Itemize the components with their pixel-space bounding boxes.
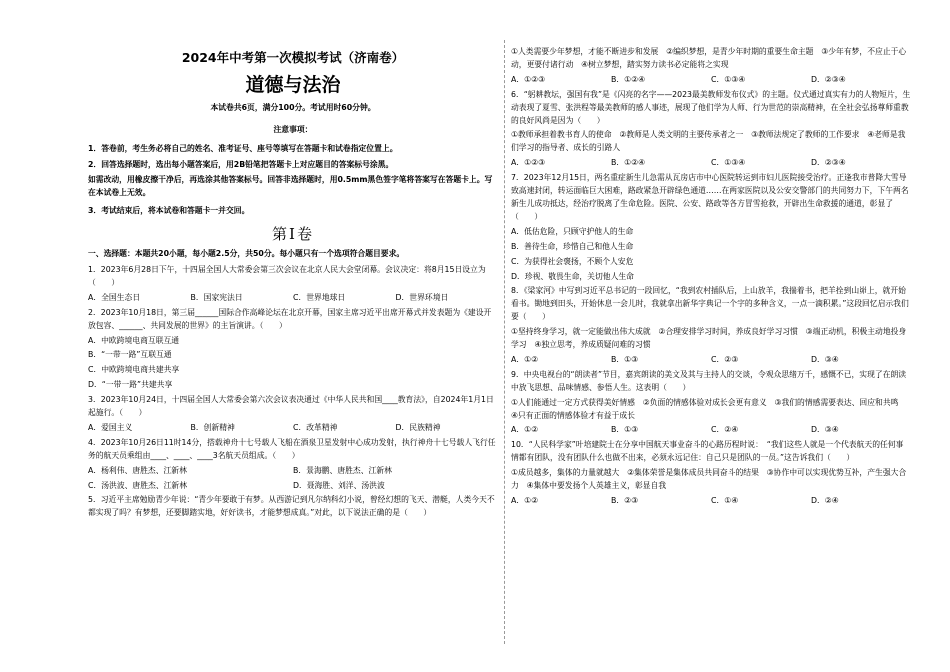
option-d: D．②③④	[811, 158, 846, 168]
left-column	[88, 44, 498, 522]
option-d: D．③④	[811, 354, 839, 364]
option-b: B．善待生命，珍惜自己和他人生命	[511, 241, 634, 251]
option-b: B．“一带一路”互联互通	[88, 350, 172, 360]
column-divider	[504, 40, 505, 644]
option-a: A．全国生态日	[88, 292, 141, 302]
question-9: 9．中央电视台的“朗读者”节目，嘉宾朗读的美文及其与主持人的交谈，令观众思绪万千，感慨不已，实现了在朗读中放飞思想、品味情感、参悟人生。这表明（ ）	[511, 369, 907, 392]
option-d: D．世界环境日	[395, 292, 449, 302]
question-6: 6．“躬耕教坛，强国有我”是《闪亮的名字——2023最美教师发布仪式》的主题。仪式通过真实有力的人物短片，生动表现了夏雪、张洪程等最美教师的感人事迹，展现了他们学为人师、行为世范的崇高精神，在全社会弘扬尊师重教的良好风尚是因为（ ）	[511, 89, 911, 125]
option-c: C．②③	[711, 354, 739, 364]
option-d: D．聂海胜、刘洋、汤洪波	[293, 480, 385, 490]
question-3-options	[88, 422, 498, 435]
question-6-statements: ①教师承担着教书育人的使命 ②教师是人类文明的主要传承者之一 ③教师法规定了教师的工作要求 ④老师是我们学习的指导者、成长的引路人	[511, 130, 906, 153]
question-8: 8．《梁家河》中写到习近平总书记的一段回忆，“我到农村插队后，上山放羊，我揣着书，把羊拴到山峁上，就开始看书。锄地到田头，开始休息一会儿时，我就拿出新华字典记一个字的多种含义，一点一滴积累。”这段回忆启示我们要（ ）	[511, 286, 909, 322]
option-b: B．②③	[611, 496, 639, 505]
option-c: C．①④	[711, 496, 739, 505]
question-3: 3．2023年10月24日，十四届全国人大常委会第六次会议表决通过《中华人民共和国____教育法》，自2024年1月1日起施行。（ ）	[88, 395, 494, 418]
option-d: D．珍视、敬畏生命，关切他人生命	[511, 271, 634, 281]
question-5-options	[511, 74, 911, 87]
question-4-options-cd	[88, 480, 498, 493]
question-8-options	[511, 354, 911, 367]
option-b: B．国家宪法日	[190, 292, 243, 302]
question-10-options	[511, 495, 911, 508]
question-2: 2．2023年10月18日，第三届______国际合作高峰论坛在北京开幕，国家主席习近平出席开幕式并发表题为《建设开放包容、______、共同发展的世界》的主旨演讲。（ ）	[88, 307, 492, 330]
question-9-options	[511, 424, 911, 437]
question-9-statements: ①人们能通过一定方式获得美好情感 ②负面的情感体验对成长会更有意义 ③我们的情感需要表达、回应和共鸣 ④只有正面的情感体验才有益于成长	[511, 397, 907, 420]
section-title: 第Ⅰ卷	[272, 225, 314, 244]
question-10: 10．“人民科学家”叶培建院士在分享中国航天事业奋斗的心路历程时说： “我们这些人就是一个代表航天的任何事情都有团队，没有团队什么也做不出来，必须永远记住：自己只是团队的一员。”这告诉我们（ ）	[511, 440, 904, 463]
question-1: 1．2023年6月28日下午，十四届全国人大常委会第三次会议在北京人民大会堂闭幕。会议决定：将8月15日设立为（ ）	[88, 264, 486, 287]
exam-info: 本试卷共6页，满分100分。考试用时60分钟。	[210, 102, 376, 112]
question-5-statements: ①人类需要少年梦想，才能不断进步和发展 ②编织梦想，是青少年时期的重要生命主题 ③少年有梦，不应止于心动，更要付诸行动 ④树立梦想，踏实努力读书必定能将之实现	[511, 47, 907, 69]
notice-title: 注意事项：	[273, 124, 313, 134]
option-c: C．①③④	[711, 74, 746, 84]
option-b: B．①②④	[611, 158, 646, 168]
option-d: D．③④	[811, 425, 839, 435]
option-c: C．世界地球日	[293, 292, 346, 302]
option-c: C．中欧跨境电商共建共享	[88, 365, 180, 375]
option-a: A．低估危险，只顾守护他人的生命	[511, 226, 634, 236]
question-1-options	[88, 292, 498, 305]
option-d: D．②③④	[811, 74, 846, 84]
option-a: A．杨利伟、唐胜杰、江新林	[88, 465, 187, 475]
option-a: A．①②③	[511, 74, 546, 84]
exam-title: 2024年中考第一次模拟考试（济南卷）	[181, 50, 405, 65]
question-4-options-ab	[88, 465, 498, 478]
option-b: B．①③	[611, 425, 639, 435]
question-10-statements: ①成员越多，集体的力量就越大 ②集体荣誉是集体成员共同奋斗的结果 ③协作中可以实现优势互补，产生强大合力 ④集体中要发扬个人英雄主义，彰显自我	[511, 468, 907, 491]
option-b: B．①③	[611, 354, 639, 364]
question-8-statements: ①坚持终身学习，就一定能做出伟大成就 ②合理安排学习时间，养成良好学习习惯 ③端正动机，积极主动地投身学习 ④独立思考，养成质疑问难的习惯	[511, 327, 907, 350]
option-a: A．爱国主义	[88, 422, 133, 432]
option-d: D．民族精神	[395, 422, 441, 432]
option-c: C．为获得社会褒扬，不顾个人安危	[511, 256, 634, 266]
option-a: A．中欧跨境电商互联互通	[88, 335, 180, 345]
option-c: C．①③④	[711, 158, 746, 168]
notice-item: 3．考试结束后，将本试卷和答题卡一并交回。	[88, 206, 250, 216]
notice-block	[88, 124, 498, 218]
option-c: C．汤洪波、唐胜杰、江新林	[88, 480, 188, 490]
option-d: D．②④	[811, 496, 839, 505]
subject-title: 道德与法治	[245, 73, 341, 96]
option-a: A．①②	[511, 425, 539, 435]
question-5: 5．习近平主席勉励青少年说：“青少年要敢于有梦。从西游记到凡尔纳科幻小说，曾经幻想的飞天、潜艇，人类今天不都实现了吗？有梦想，还要脚踏实地，好好读书，才能梦想成真。”对此，以下说法正确的是（ ）	[88, 495, 495, 518]
option-b: B．景海鹏、唐胜杰、江新林	[293, 465, 392, 475]
option-a: A．①②	[511, 496, 539, 505]
option-d: D．“一带一路”共建共享	[88, 380, 173, 390]
option-c: C．②④	[711, 425, 739, 435]
question-4: 4．2023年10月26日11时14分，搭载神舟十七号载人飞船在酒泉卫星发射中心成功发射，执行神舟十七号载人飞行任务的航天员乘组由____、____、____3名航天员组成。（ ）	[88, 437, 496, 460]
notice-item: 1．答卷前，考生务必将自己的姓名、准考证号、座号等填写在答题卡和试卷指定位置上。	[88, 143, 398, 153]
section-instructions: 一、选择题：本题共20小题，每小题2.5分，共50分。每小题只有一个选项符合题目要求。	[88, 249, 405, 259]
option-a: A．①②	[511, 354, 539, 364]
option-b: B．创新精神	[190, 422, 235, 432]
option-a: A．①②③	[511, 158, 546, 168]
notice-item: 2．回答选择题时，选出每小题答案后，用2B铅笔把答题卡上对应题目的答案标号涂黑。	[88, 159, 394, 169]
question-6-options	[511, 157, 911, 170]
right-column	[511, 46, 911, 510]
option-c: C．改革精神	[293, 422, 338, 432]
notice-item: 如需改动，用橡皮擦干净后，再选涂其他答案标号。回答非选择题时，用0.5mm黑色签字笔将答案写在答题卡上。写在本试卷上无效。	[88, 175, 493, 198]
option-b: B．①②④	[611, 74, 646, 84]
question-7: 7．2023年12月15日，两名重症新生儿急需从瓦房店市中心医院转运到市妇儿医院接受治疗。正逢我市普降大雪导致高速封闭，转运面临巨大困难，路政紧急开辟绿色通道……在两家医院以及公安交警部门的共同努力下，下午两名新生儿成功抵达，经治疗脱离了生命危险。医院、公安、路政等各方冒雪抢救，开辟出生命救援的通道，彰显了（ ）	[511, 173, 909, 221]
